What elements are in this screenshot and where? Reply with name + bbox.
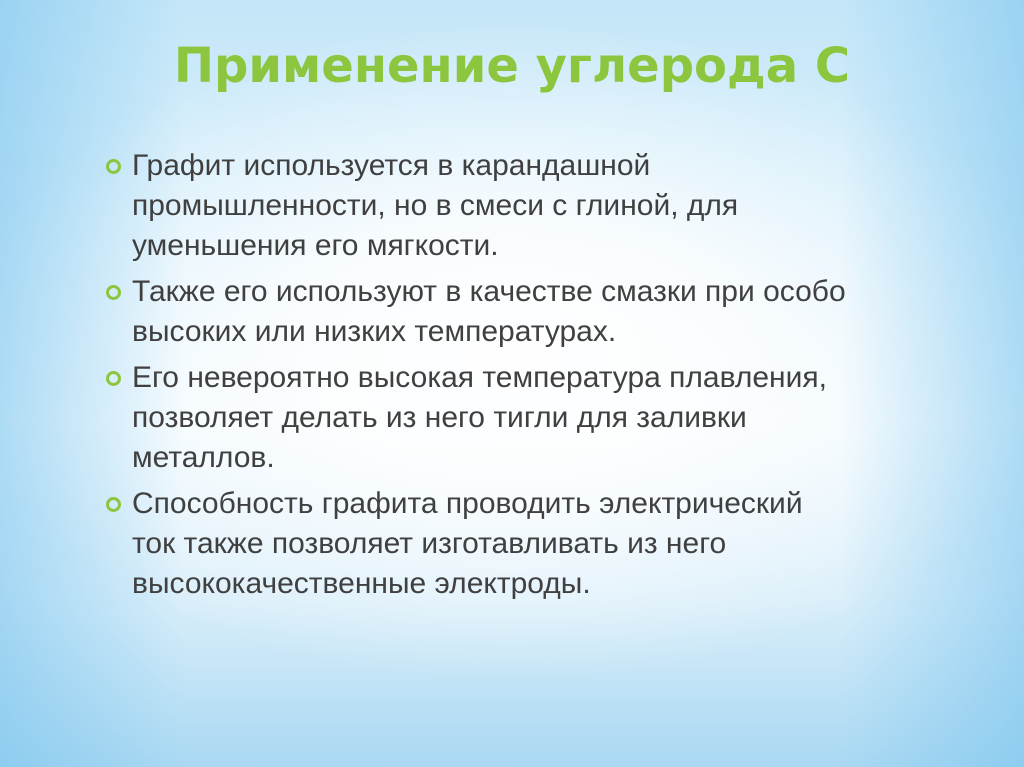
bullet-item xyxy=(102,272,962,352)
bullet-item xyxy=(102,484,962,604)
bullet-line: ток также позволяет изготавливать из него xyxy=(132,527,727,560)
bullet-line: Графит используется в карандашной xyxy=(132,149,651,182)
bullet-line: Способность графита проводить электрический xyxy=(132,487,803,520)
bullet-line: Его невероятно высокая температура плавления, xyxy=(132,361,827,394)
ring-bullet-icon xyxy=(106,497,121,512)
bullet-line: металлов. xyxy=(132,441,275,474)
bullet-item xyxy=(102,146,962,266)
bullet-line: Также его используют в качестве смазки при особо xyxy=(132,275,846,308)
ring-bullet-icon xyxy=(106,159,121,174)
bullet-line: промышленности, но в смеси с глиной, для xyxy=(132,189,739,222)
bullet-line: позволяет делать из него тигли для заливки xyxy=(132,401,747,434)
bullet-line: высококачественные электроды. xyxy=(132,567,591,600)
bullet-line: высоких или низких температурах. xyxy=(132,315,617,348)
bullet-line: уменьшения его мягкости. xyxy=(132,229,499,262)
bullet-list xyxy=(102,146,962,610)
ring-bullet-icon xyxy=(106,371,121,386)
ring-bullet-icon xyxy=(106,285,121,300)
slide-title: Применение углерода С xyxy=(173,38,851,94)
bullet-item xyxy=(102,358,962,478)
